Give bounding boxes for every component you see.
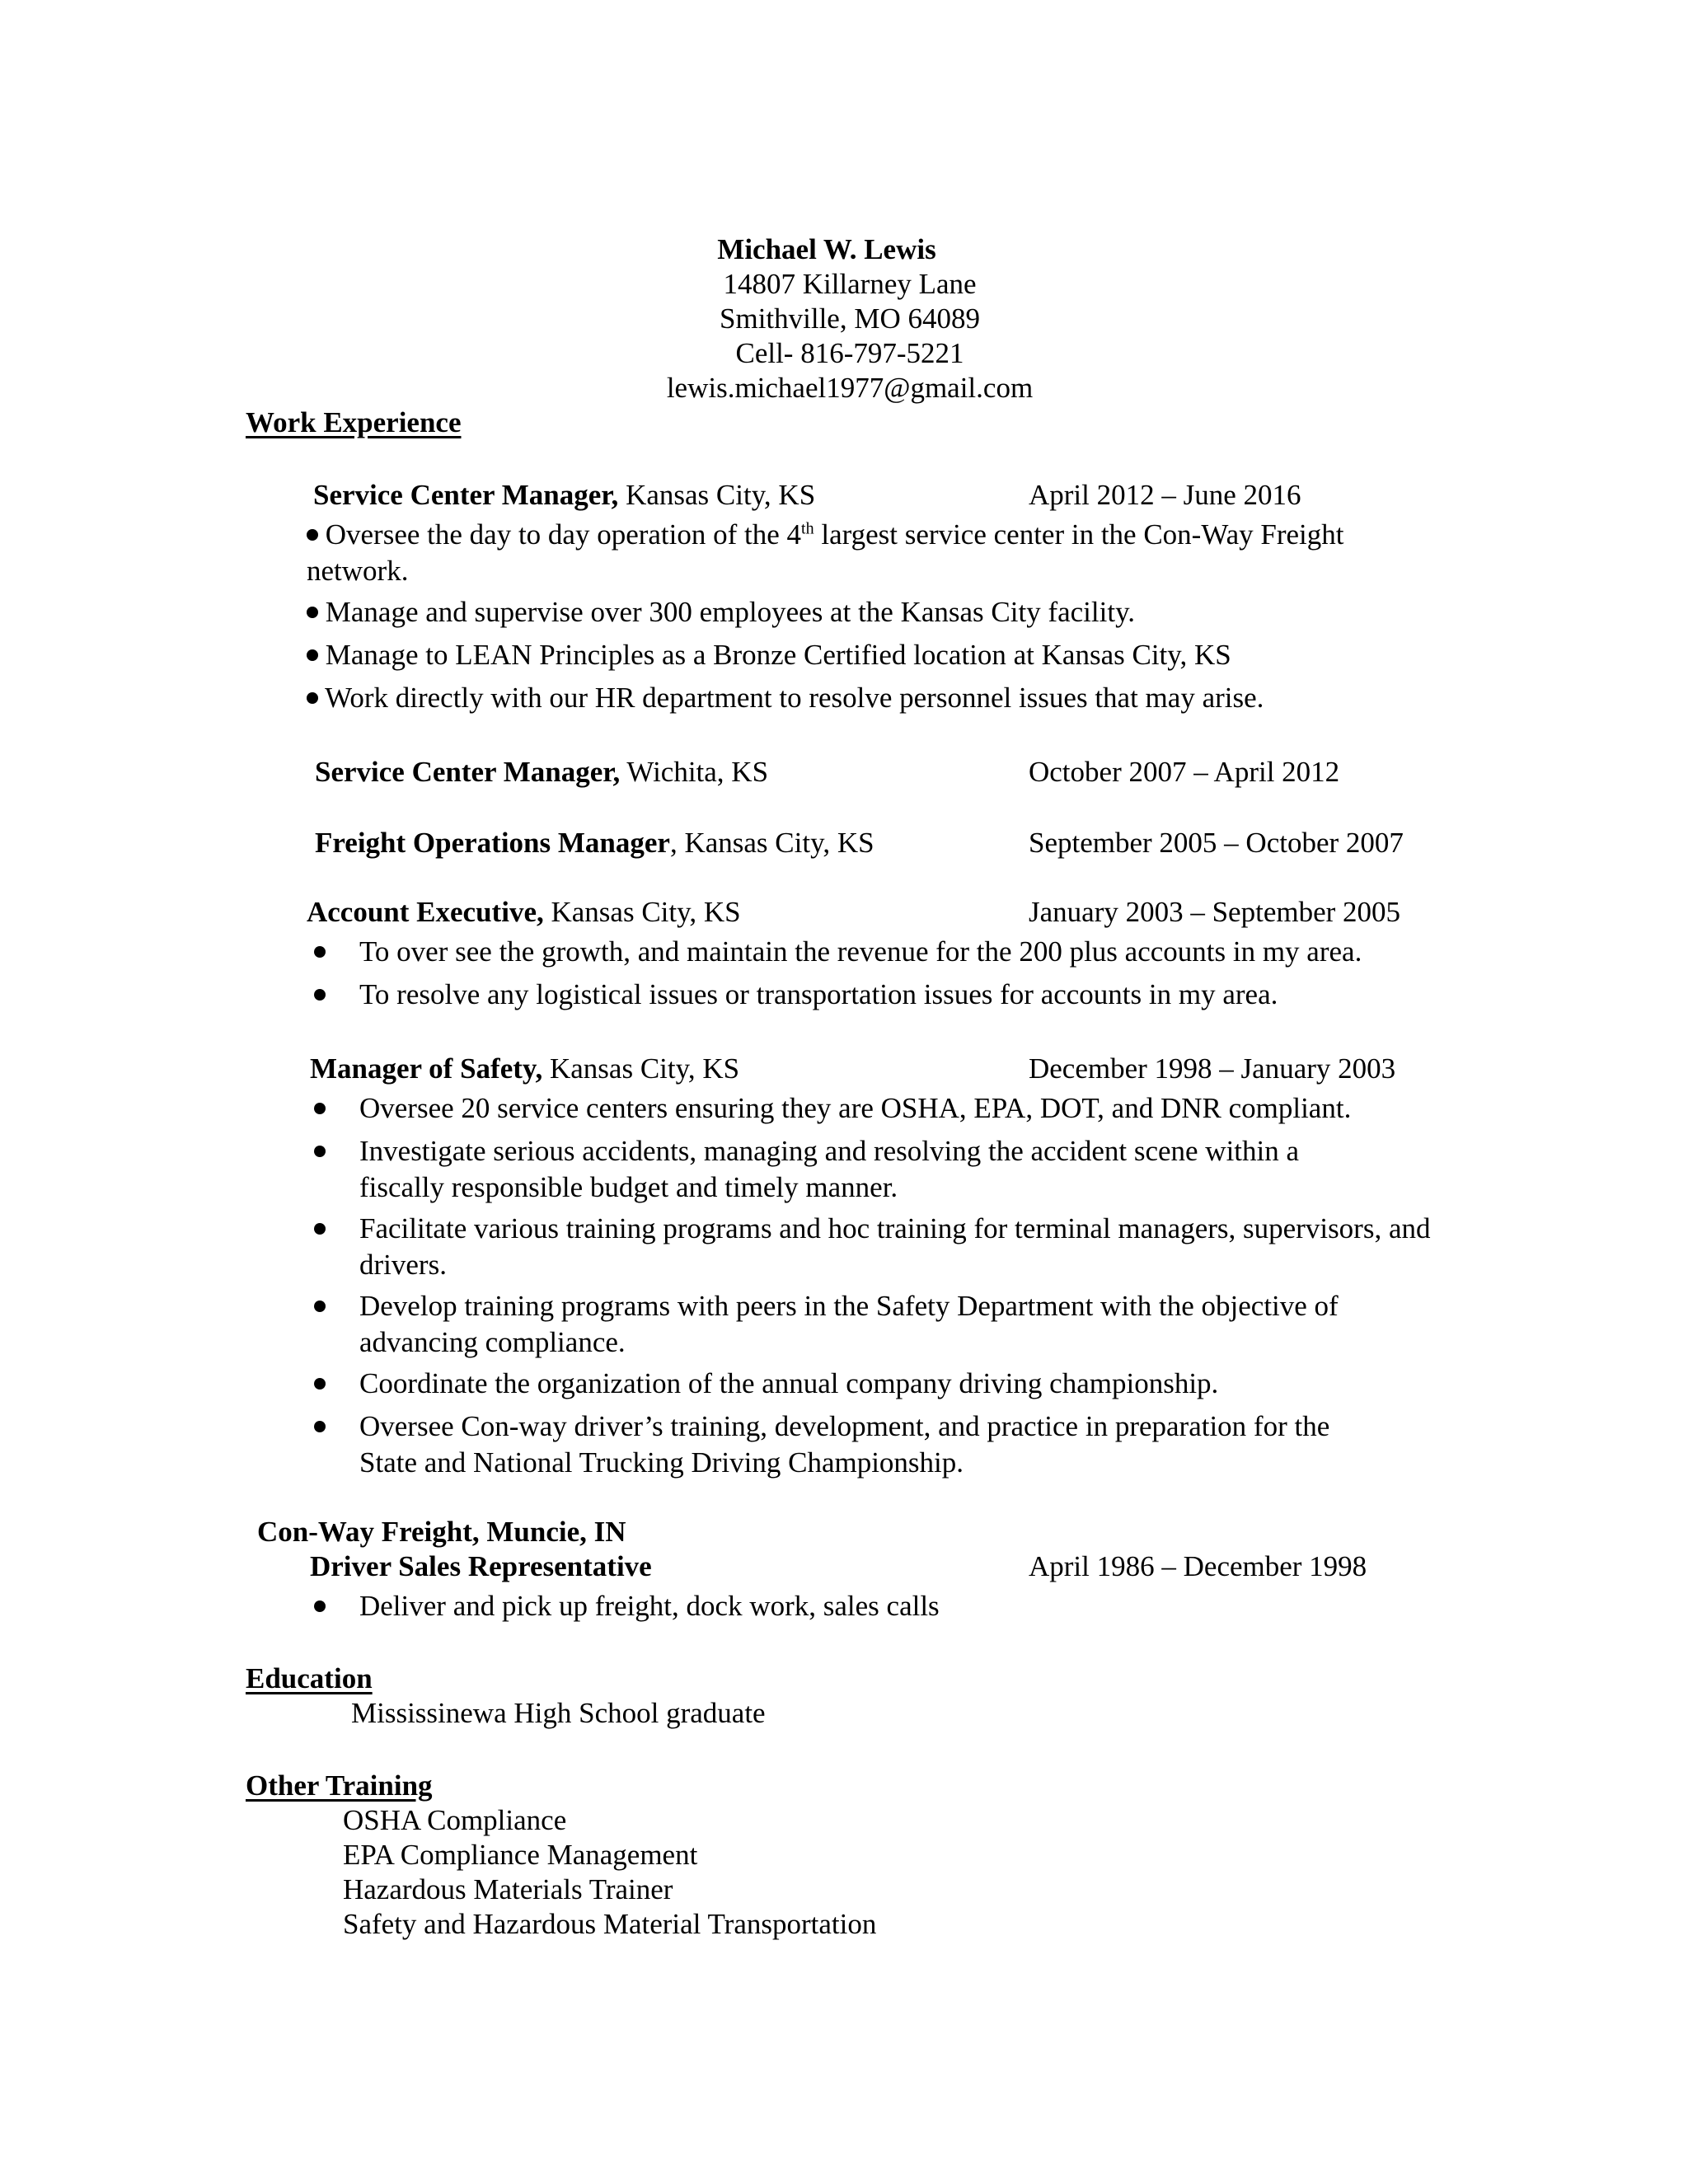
list-item: Investigate serious accidents, managing and resolving the accident scene within a: [359, 1135, 1300, 1167]
list-item-continuation: network.: [307, 555, 409, 587]
job-title: Account Executive,: [307, 896, 544, 928]
job-title-line: [313, 478, 815, 513]
section-heading-education: Education: [246, 1662, 373, 1694]
email: lewis.michael1977@gmail.com: [666, 372, 1034, 404]
bullet-icon: [307, 649, 318, 661]
header: [0, 232, 1688, 405]
list-item: To resolve any logistical issues or transportation issues for accounts in my area.: [359, 978, 1278, 1010]
job-dates: September 2005 – October 2007: [1029, 827, 1404, 859]
bullet-icon: [307, 692, 318, 704]
section-heading-other-training: Other Training: [246, 1769, 433, 1802]
job-title-line: [310, 1052, 739, 1086]
bullet-icon: [314, 1301, 326, 1312]
list-item-continuation: advancing compliance.: [359, 1326, 626, 1358]
city-state-zip: Smithville, MO 64089: [720, 302, 980, 335]
bullet-icon: [307, 607, 318, 618]
bullet-icon: [314, 1223, 326, 1235]
job-title: Freight Operations Manager: [315, 827, 670, 859]
training-item: Safety and Hazardous Material Transportation: [343, 1908, 877, 1940]
job-dates: January 2003 – September 2005: [1029, 896, 1401, 928]
job-title: Driver Sales Representative: [310, 1550, 652, 1582]
list-item: Facilitate various training programs and hoc training for terminal managers, supervisors, and: [359, 1212, 1431, 1244]
list-item-continuation: fiscally responsible budget and timely manner.: [359, 1171, 898, 1203]
job-dates: October 2007 – April 2012: [1029, 756, 1340, 788]
training-item: EPA Compliance Management: [343, 1839, 698, 1871]
list-item-continuation: State and National Trucking Driving Championship.: [359, 1446, 964, 1479]
job-dates: April 1986 – December 1998: [1029, 1550, 1367, 1582]
section-heading-work-experience: Work Experience: [246, 406, 462, 438]
list-item: To over see the growth, and maintain the revenue for the 200 plus accounts in my area.: [359, 935, 1362, 968]
education-item: Mississinewa High School graduate: [351, 1697, 766, 1729]
list-item: Manage to LEAN Principles as a Bronze Certified location at Kansas City, KS: [307, 638, 1231, 673]
bullet-icon: [314, 946, 326, 958]
bullet-icon: [314, 1601, 326, 1612]
job-dates: December 1998 – January 2003: [1029, 1052, 1396, 1085]
name: Michael W. Lewis: [717, 233, 936, 265]
list-item: Deliver and pick up freight, dock work, sales calls: [359, 1590, 940, 1622]
bullet-icon: [314, 1146, 326, 1157]
job-title: Service Center Manager,: [315, 756, 621, 788]
job-location: Kansas City, KS: [542, 1052, 740, 1085]
list-item: Develop training programs with peers in the Safety Department with the objective of: [359, 1290, 1339, 1322]
bullet-icon: [307, 529, 318, 541]
list-item: Coordinate the organization of the annual company driving championship.: [359, 1367, 1219, 1399]
job-title-line: [315, 755, 768, 790]
bullet-icon: [314, 1378, 326, 1390]
company-line: Con-Way Freight, Muncie, IN: [257, 1516, 626, 1548]
job-title: Service Center Manager,: [313, 479, 619, 511]
job-location: Kansas City, KS: [618, 479, 816, 511]
bullet-icon: [314, 1421, 326, 1432]
job-title: Manager of Safety,: [310, 1052, 543, 1085]
list-item: Oversee 20 service centers ensuring they are OSHA, EPA, DOT, and DNR compliant.: [359, 1092, 1352, 1124]
job-title-line: [307, 895, 741, 930]
list-item: Manage and supervise over 300 employees at the Kansas City facility.: [307, 595, 1135, 630]
list-item: Work directly with our HR department to resolve personnel issues that may arise.: [307, 681, 1264, 715]
address: 14807 Killarney Lane: [723, 268, 977, 300]
list-item: Oversee the day to day operation of the 4th largest service center in the Con-Way Freight: [307, 518, 1343, 552]
job-location: Kansas City, KS: [543, 896, 741, 928]
bullet-icon: [314, 989, 326, 1001]
bullet-icon: [314, 1103, 326, 1114]
job-location: Wichita, KS: [620, 756, 769, 788]
job-location: , Kansas City, KS: [669, 827, 874, 859]
list-item-continuation: drivers.: [359, 1249, 447, 1281]
training-item: OSHA Compliance: [343, 1804, 567, 1836]
job-dates: April 2012 – June 2016: [1029, 479, 1301, 511]
training-item: Hazardous Materials Trainer: [343, 1873, 673, 1905]
list-item: Oversee Con-way driver’s training, development, and practice in preparation for the: [359, 1410, 1330, 1442]
job-title-line: [315, 826, 874, 860]
cell-phone: Cell- 816-797-5221: [735, 337, 964, 369]
